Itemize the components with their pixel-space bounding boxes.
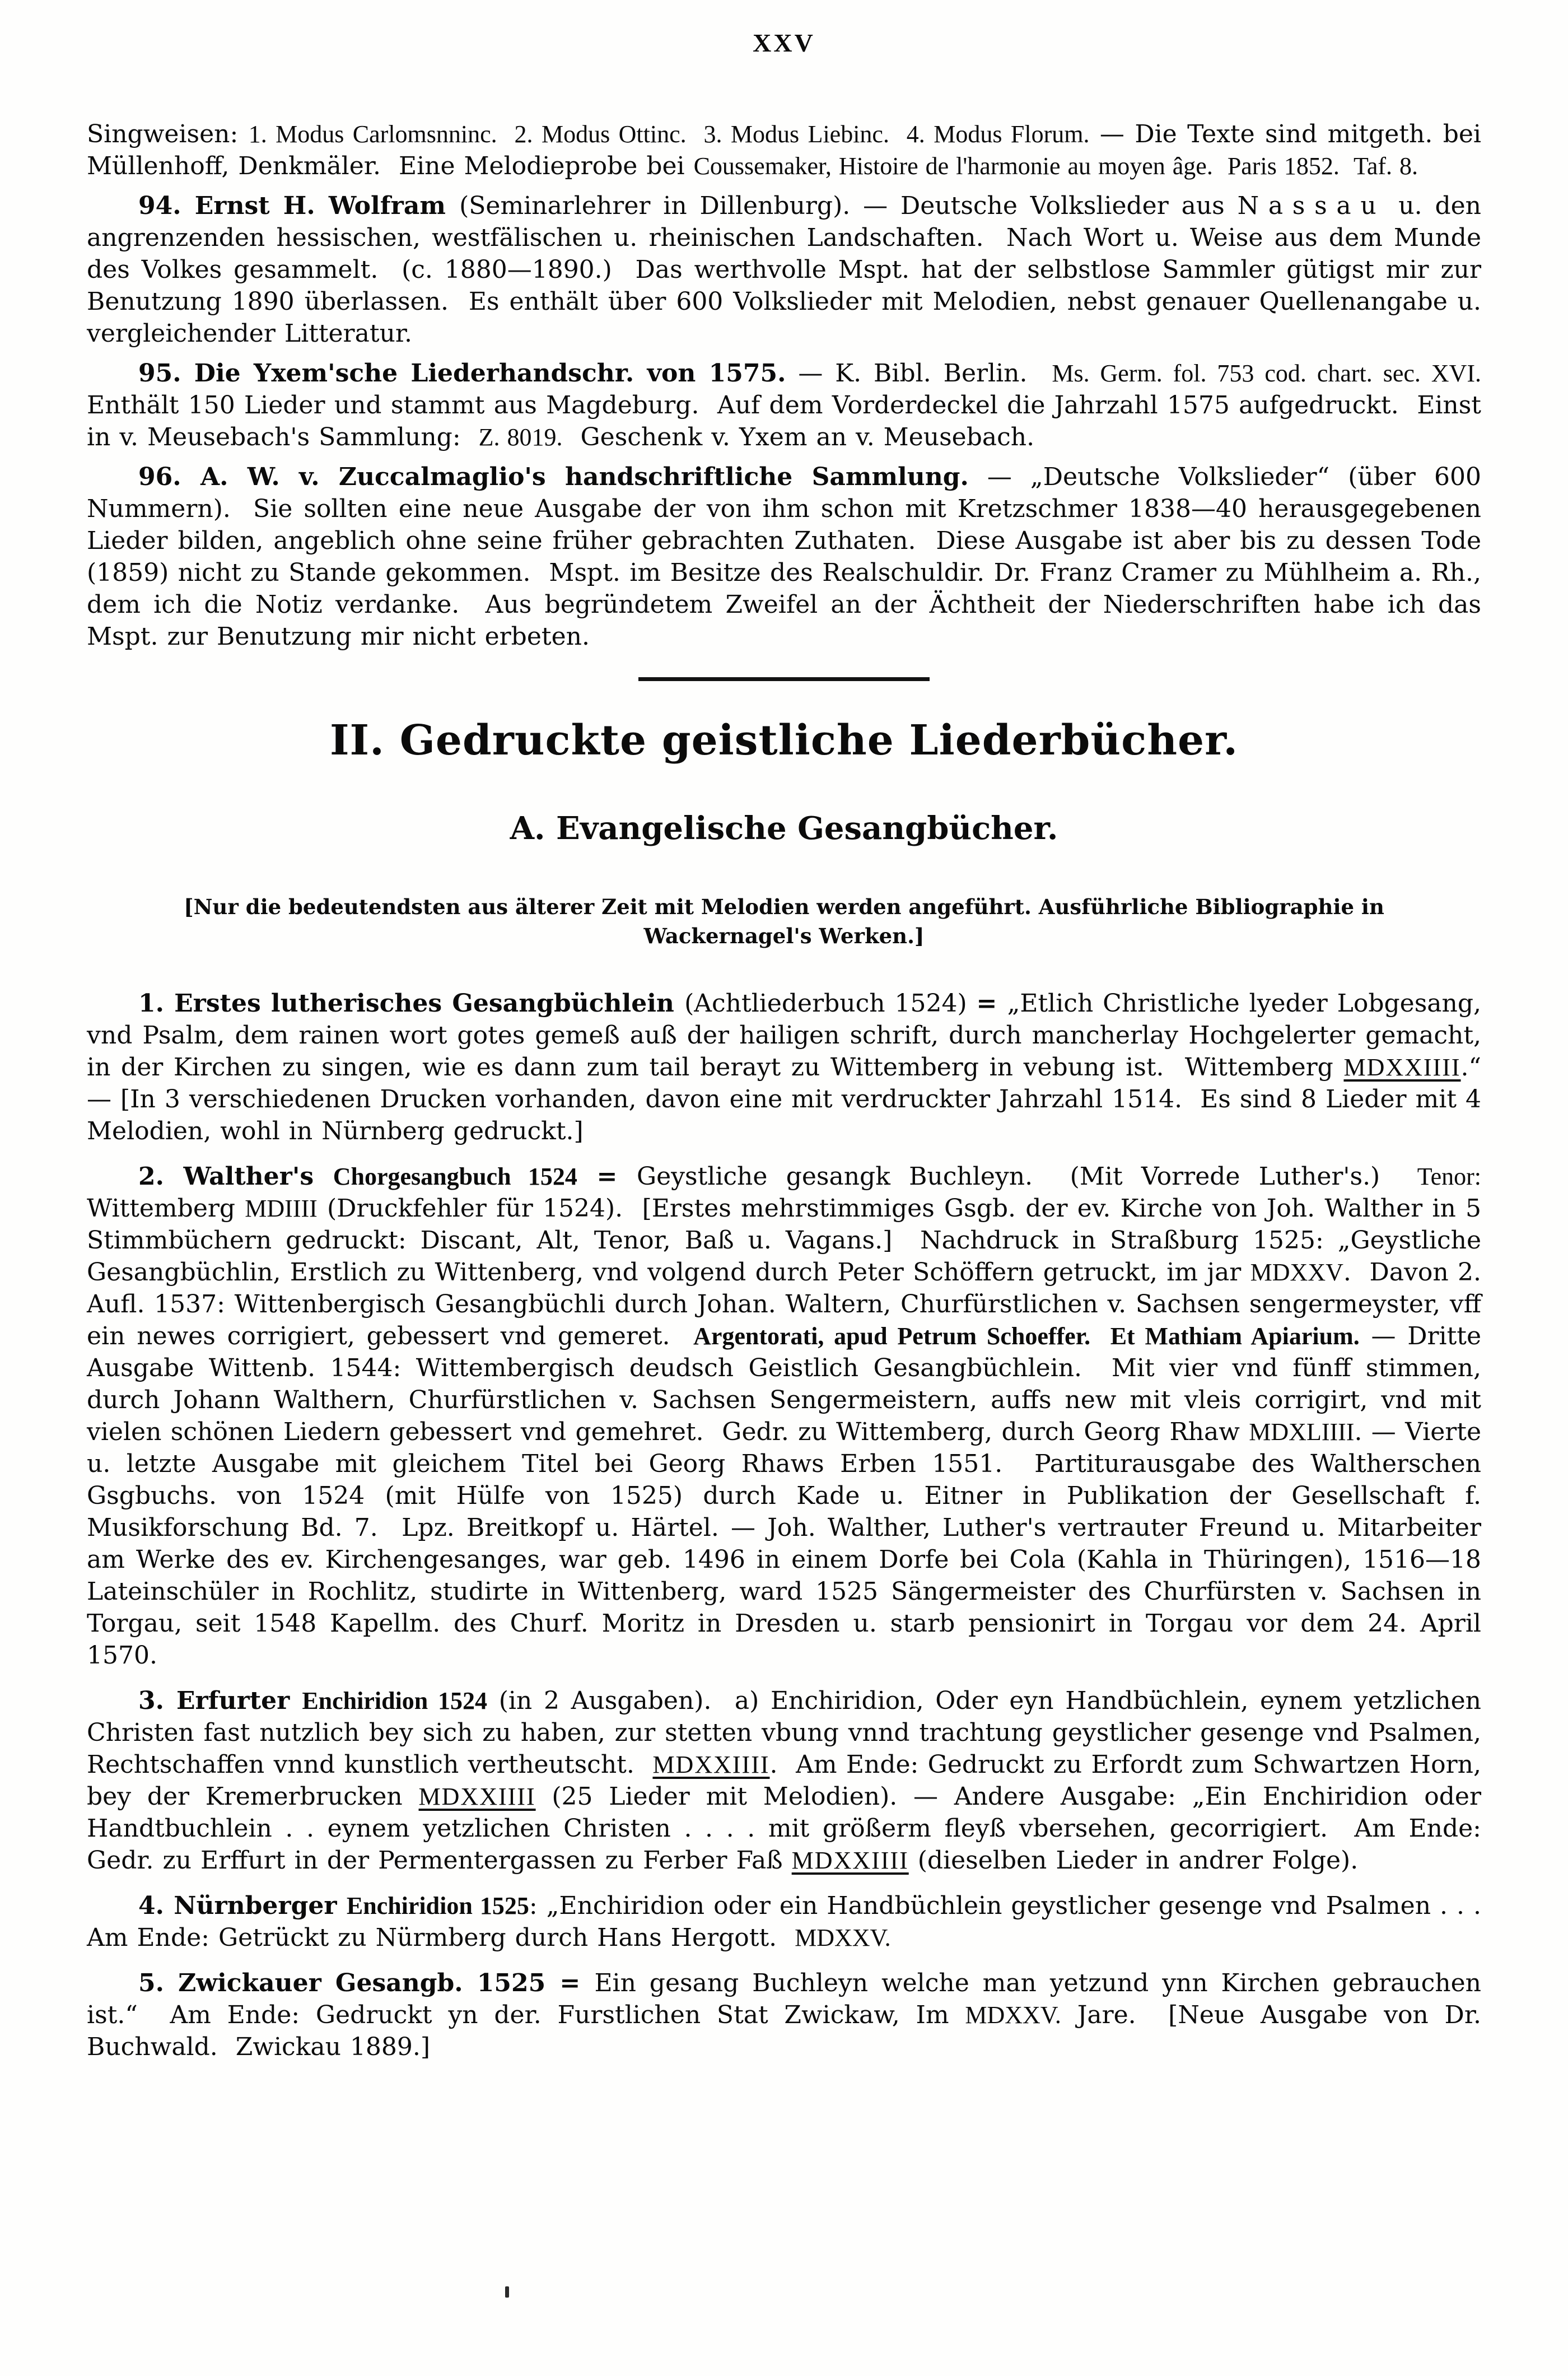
text-segment: u. den angrenzenden hessischen, westfälischen u. rheinischen Landschaften. Nach Wort u. Weise aus dem Munde des Volkes gesammelt. (c. 1880—1890.) Das werthvolle Mspt. hat der selbstlose Sammler gütigst mir zur Benutzung 1890 überlassen. Es enthält über 600 Volkslieder mit Melodien, nebst genauer Quellenangabe u. vergleichender Litteratur. <box>87 192 1490 348</box>
entry-95 <box>87 357 1500 453</box>
text-segment: MDXXV <box>1250 1258 1343 1286</box>
text-segment: — Die Texte sind mitgeth. bei Müllenhoff, Denkmäler. Eine Melodieprobe bei <box>87 120 1491 180</box>
text-segment: 5. Zwickauer Gesangb. 1525 = <box>138 1968 595 1997</box>
item-3 <box>87 1685 1491 1876</box>
intro-paragraph <box>87 118 1491 182</box>
text-segment: 3. Erfurter <box>138 1686 302 1715</box>
text-segment: (25 Lieder mit Melodien). — Andere Ausgabe: „Ein Enchiridion oder Handtbuchlein . . eynem yetzlichen Christen . . . . mit größerm fleyß vbersehen, gecorrigiert. Am Ende: Gedr. zu Erffurt in der Permentergassen zu Ferber Faß <box>87 1782 1491 1875</box>
text-segment: 4. Nürnberger <box>138 1891 347 1920</box>
text-segment: 95. Die Yxem'sche Liederhandschr. von 1575. <box>138 359 786 388</box>
text-segment: . — Vierte u. letzte Ausgabe mit gleichem Titel bei Georg Rhaws Erben 1551. Partiturausgabe des Waltherschen Gsgbuchs. von 1524 (mit Hülfe von 1525) durch Kade u. Eitner in Publikation der Gesellschaft f. Musikforschung Bd. 7. Lpz. Breitkopf u. Härtel. — Joh. Walther, Luther's vertrauter Freund u. Mitarbeiter am Werke des ev. Kirchengesanges, war geb. 1496 in einem Dorfe bei Cola (Kahla in Thüringen), 1516—18 Lateinschüler in Rochlitz, studirte in Wittenberg, ward 1525 Sängermeister des Churfürsten v. Sachsen in Torgau, seit 1548 Kapellm. des Churf. Moritz in Dresden u. starb pensionirt in Torgau vor dem 24. April 1570. <box>87 1417 1490 1670</box>
text-segment: . Davon 2. Aufl. 1537: Wittenbergisch Gesangbüchli durch Johan. Waltern, Churfürstlichen v. Sachsen sengermeyster, vff ein newes corrigiert, gebessert vnd gemeret. <box>87 1257 1490 1350</box>
section-note: [Nur die bedeutendsten aus älterer Zeit mit Melodien werden angeführt. Ausführliche Bibliographie in Wackernagel's Werken.] <box>184 894 1384 948</box>
body-text <box>87 118 1500 2063</box>
text-segment: Ein gesang Buchleyn welche man yetzund ynn Kirchen gebrauchen ist.“ Am Ende: Gedruckt yn der. Furstlichen Stat Zwickaw, Im <box>87 1968 1490 2029</box>
text-segment: 1. Modus Carlomsnninc. 2. Modus Ottinc. 3. Modus Liebinc. 4. Modus Florum. <box>248 120 1090 148</box>
section-title: II. Gedruckte geistliche Liederbücher. <box>329 716 1239 765</box>
scan-artifact-dot <box>505 2286 509 2298</box>
text-segment: = <box>577 1162 637 1191</box>
text-segment: MDXXIIII <box>418 1782 536 1810</box>
text-segment: Geystliche gesangk Buchleyn. (Mit Vorrede Luther's.) <box>636 1162 1417 1191</box>
text-segment: (in 2 Ausgaben). a) Enchiridion, Oder eyn Handbüchlein, eynem yetzlichen Christen fast nutzlich bey sich zu haben, zur stetten vbung vnnd trachtung geystlicher gesenge vnd Psalmen, Rechtschaffen vnnd kunstlich vertheutscht. <box>87 1686 1490 1779</box>
item-5 <box>87 1967 1491 2063</box>
text-segment: Chorgesangbuch 1524 <box>333 1162 577 1190</box>
text-segment: Z. 8019. <box>478 423 563 451</box>
item-4 <box>87 1890 1499 1954</box>
text-segment: Enchiridion 1524 <box>302 1687 487 1715</box>
text-segment: Geschenk v. Yxem an v. Meusebach. <box>562 423 1035 451</box>
page-number: XXV <box>753 29 815 57</box>
text-segment: (Seminarlehrer in Dillenburg). — Deutsche Volkslieder aus <box>459 192 1238 220</box>
text-segment: Enchiridion 1525 <box>346 1892 529 1920</box>
text-segment: MDXXIIII <box>791 1846 909 1874</box>
text-block <box>87 118 1500 2063</box>
text-segment: Ms. Germ. fol. 753 cod. chart. sec. XVI. <box>1052 360 1482 387</box>
item-2 <box>87 1161 1490 1671</box>
text-segment: (Druckfehler für 1524). [Erstes mehrstimmiges Gsgb. der ev. Kirche von Joh. Walther in 5 Stimmbüchern gedruckt: Discant, Alt, Tenor, Baß u. Vagans.] Nachdruck in Straßburg 1525: „Geystliche Gesangbüchlin, Erstlich zu Wittenberg, vnd volgend durch Peter Schöffern getruckt, im jar <box>87 1194 1490 1287</box>
text-segment: — „Deutsche Volkslieder“ (über 600 Nummern). Sie sollten eine neue Ausgabe der von ihm schon mit Kretzschmer 1838—40 herausgegebenen Lieder bilden, angeblich ohne seine früher gebrachten Zuthaten. Diese Ausgabe ist aber bis zu dessen Tode (1859) nicht zu Stande gekommen. Mspt. im Besitze des Realschuldir. Dr. Franz Cramer zu Mühlheim a. Rh., dem ich die Notiz verdanke. Aus begründetem Zweifel an der Ächtheit der Niederschriften habe ich das Mspt. zur Benutzung mir nicht erbeten. <box>87 463 1490 651</box>
entry-96 <box>87 461 1490 653</box>
text-segment: : „Enchiridion oder ein Handbüchlein geystlicher gesenge vnd Psalmen . . . Am Ende: Getrückt zu Nürmberg durch Hans Hergott. <box>87 1891 1499 1952</box>
text-segment: — Dritte Ausgabe Wittenb. 1544: Wittembergisch deudsch Geistlich Gesangbüchlein. Mit vier vnd fünff stimmen, durch Johann Walthern, Churfürstlichen v. Sachsen Sengermeistern, auffs new mit vleis corrigirt, vnd mit vielen schönen Liedern gebessert vnd gemehret. Gedr. zu Wittemberg, durch Georg Rhaw <box>87 1321 1490 1446</box>
item-1 <box>87 987 1491 1147</box>
text-segment: Wittemberg <box>87 1194 245 1223</box>
text-segment: — K. Bibl. Berlin. <box>786 359 1052 388</box>
text-segment: MDXXV. <box>795 1923 891 1951</box>
text-segment: MDXXIIII <box>1343 1053 1461 1081</box>
text-segment: Singweisen: <box>87 120 249 148</box>
text-segment: MDXXV. <box>965 2001 1061 2029</box>
text-segment: MDIIII <box>245 1194 318 1222</box>
item-list <box>87 987 1499 2063</box>
entry-94 <box>87 190 1490 350</box>
text-segment: 1. Erstes lutherisches Gesangbüchlein <box>138 989 685 1018</box>
text-segment: „Etlich Christliche lyeder Lobgesang, vnd Psalm, dem rainen wort gotes gemeß auß der hailigen schrift, durch mancherlay Hochgelerter gemacht, in der Kirchen zu singen, wie es dann zum tail berayt zu Wittemberg in vebung ist. Wittemberg <box>87 989 1491 1082</box>
text-segment: .“ — [In 3 verschiedenen Drucken vorhanden, davon eine mit verdruckter Jahrzahl 1514. Es sind 8 Lieder mit 4 Melodien, wohl in Nürnberg gedruckt.] <box>87 1052 1490 1145</box>
text-segment: Tenor: <box>1417 1162 1488 1190</box>
text-segment: = <box>976 989 1007 1018</box>
text-segment: Argentorati, apud Petrum Schoeffer. Et Mathiam Apiarium. <box>693 1322 1360 1350</box>
section-subtitle: A. Evangelische Gesangbücher. <box>510 810 1058 847</box>
text-segment: Nassau <box>1237 192 1386 220</box>
text-segment: MDXLIIII <box>1249 1418 1355 1446</box>
text-segment: MDXXIIII <box>652 1750 770 1778</box>
text-segment: (dieselben Lieder in andrer Folge). <box>908 1846 1359 1875</box>
text-segment: . Am Ende: Gedruckt zu Erfordt zum Schwartzen Horn, bey der Kremerbrucken <box>87 1750 1490 1811</box>
text-segment: 2. Walther's <box>138 1162 333 1191</box>
text-segment: Coussemaker, Histoire de l'harmonie au moyen âge. Paris 1852. Taf. 8. <box>693 152 1418 180</box>
text-segment: 96. A. W. v. Zuccalmaglio's handschriftliche Sammlung. <box>138 463 969 491</box>
text-segment: 94. Ernst H. Wolfram <box>138 192 460 220</box>
text-segment: (Achtliederbuch 1524) <box>684 989 977 1018</box>
text-segment: Enthält 150 Lieder und stammt aus Magdeburg. Auf dem Vorderdeckel die Jahrzahl 1575 aufgedruckt. Einst in v. Meusebach's Sammlung: <box>87 359 1500 451</box>
text-segment: Jare. [Neue Ausgabe von Dr. Buchwald. Zwickau 1889.] <box>87 2000 1491 2061</box>
section-divider-rule <box>638 677 930 681</box>
